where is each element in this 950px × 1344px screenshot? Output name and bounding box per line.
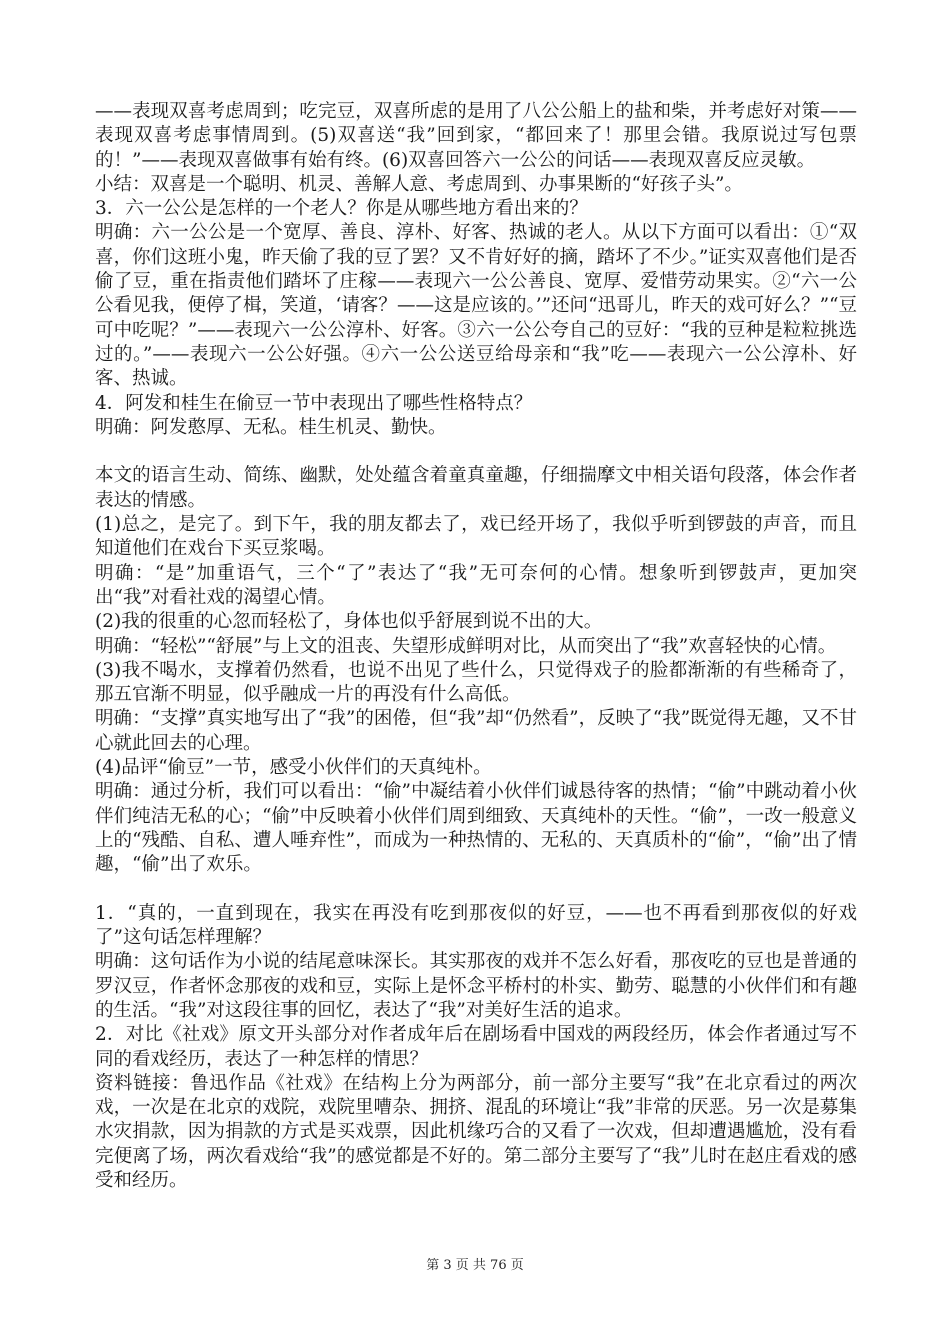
answer-quote-1: 明确：“是”加重语气，三个“了”表达了“我”无可奈何的心情。想象听到锣鼓声，更加突出“我”对看社戏的渴望心情。: [95, 562, 857, 608]
page-number: 第 3 页 共 76 页: [426, 1258, 524, 1273]
answer-3: 明确：六一公公是一个宽厚、善良、淳朴、好客、热诚的老人。从以下方面可以看出：①“双喜，你们这班小鬼，昨天偷了我的豆了罢？又不肯好好的摘，踏坏了不少。”证实双喜他们是否偷了豆，重在指责他们踏坏了庄稼——表现六一公公善良、宽厚、爱惜劳动果实。②“六一公公看见我，便停了楫，笑道，‘请客？——这是应该的。’”还问“迅哥儿，昨天的戏可好么？”“豆可中吃呢？”——表现六一公公淳朴、好客。③六一公公夸自己的豆好：“我的豆种是粒粒挑选过的。”——表现六一公公好强。④六一公公送豆给母亲和“我”吃——表现六一公公淳朴、好客、热诚。: [95, 222, 857, 390]
answer-quote-2: 明确：“轻松”“舒展”与上文的沮丧、失望形成鲜明对比，从而突出了“我”欢喜轻快的心情。: [95, 635, 837, 657]
extension-answer-1: 明确：这句话作为小说的结尾意味深长。其实那夜的戏并不怎么好看，那夜吃的豆也是普通的罗汉豆，作者怀念那夜的戏和豆，实际上是怀念平桥村的朴实、勤劳、聪慧的小伙伴们和有趣的生活。“我”对这段往事的回忆，表达了“我”对美好生活的追求。: [95, 951, 857, 1021]
question-4: 4．阿发和桂生在偷豆一节中表现出了哪些性格特点？: [95, 392, 533, 414]
quote-4: (4)品评“偷豆”一节，感受小伙伴们的天真纯朴。: [95, 757, 492, 779]
paragraph-summary: 小结：双喜是一个聪明、机灵、善解人意、考虑周到、办事果断的“好孩子头”。: [95, 173, 743, 195]
answer-quote-4: 明确：通过分析，我们可以看出：“偷”中凝结着小伙伴们诚恳待客的热情；“偷”中跳动着小伙伴们纯洁无私的心；“偷”中反映着小伙伴们周到细致、天真纯朴的天性。“偷”，一改一般意义上的“残酷、自私、遭人唾弃性”，而成为一种热情的、无私的、天真质朴的“偷”，“偷”出了情趣，“偷”出了欢乐。: [95, 781, 857, 876]
paragraph-gap: [95, 440, 857, 464]
question-3: 3．六一公公是怎样的一个老人？你是从哪些地方看出来的？: [95, 198, 588, 220]
document-body: [95, 100, 857, 1193]
extension-question-1: 1．“真的，一直到现在，我实在再没有吃到那夜似的好豆，——也不再看到那夜似的好戏了”这句话怎样理解？: [95, 902, 857, 949]
answer-quote-3: 明确：“支撑”真实地写出了“我”的困倦，但“我”却“仍然看”，反映了“我”既觉得无趣，又不甘心就此回去的心理。: [95, 708, 857, 754]
answer-4: 明确：阿发憨厚、无私。桂生机灵、勤快。: [95, 416, 447, 438]
quote-3: (3)我不喝水，支撑着仍然看，也说不出见了些什么，只觉得戏子的脸都渐渐的有些稀奇了，那五官渐不明显，似乎融成一片的再没有什么高低。: [95, 659, 857, 706]
paragraph-shuangxi-analysis: ——表现双喜考虑周到；吃完豆，双喜所虑的是用了八公公船上的盐和柴，并考虑好对策——表现双喜考虑事情周到。(5)双喜送“我”回到家，“都回来了！那里会错。我原说过写包票的！”——表现双喜做事有始有终。(6)双喜回答六一公公的问话——表现双喜反应灵敏。: [95, 101, 857, 171]
reference-material: 资料链接：鲁迅作品《社戏》在结构上分为两部分，前一部分主要写“我”在北京看过的两次戏，一次是在北京的戏院，戏院里嘈杂、拥挤、混乱的环境让“我”非常的厌恶。另一次是募集水灾捐款，因为捐款的方式是买戏票，因此机缘巧合的又看了一次戏，但却遭遇尴尬，没有看完便离了场，两次看戏给“我”的感觉都是不好的。第二部分主要写了“我”儿时在赵庄看戏的感受和经历。: [95, 1072, 857, 1192]
paragraph-gap: [95, 878, 857, 902]
language-intro: 本文的语言生动、简练、幽默，处处蕴含着童真童趣，仔细揣摩文中相关语句段落，体会作者表达的情感。: [95, 465, 857, 511]
quote-2: (2)我的很重的心忽而轻松了，身体也似乎舒展到说不出的大。: [95, 611, 603, 633]
quote-1: (1)总之，是完了。到下午，我的朋友都去了，戏已经开场了，我似乎听到锣鼓的声音，而且知道他们在戏台下买豆浆喝。: [95, 514, 857, 560]
extension-question-2: 2．对比《社戏》原文开头部分对作者成年后在剧场看中国戏的两段经历，体会作者通过写不同的看戏经历，表达了一种怎样的情思？: [95, 1024, 857, 1070]
